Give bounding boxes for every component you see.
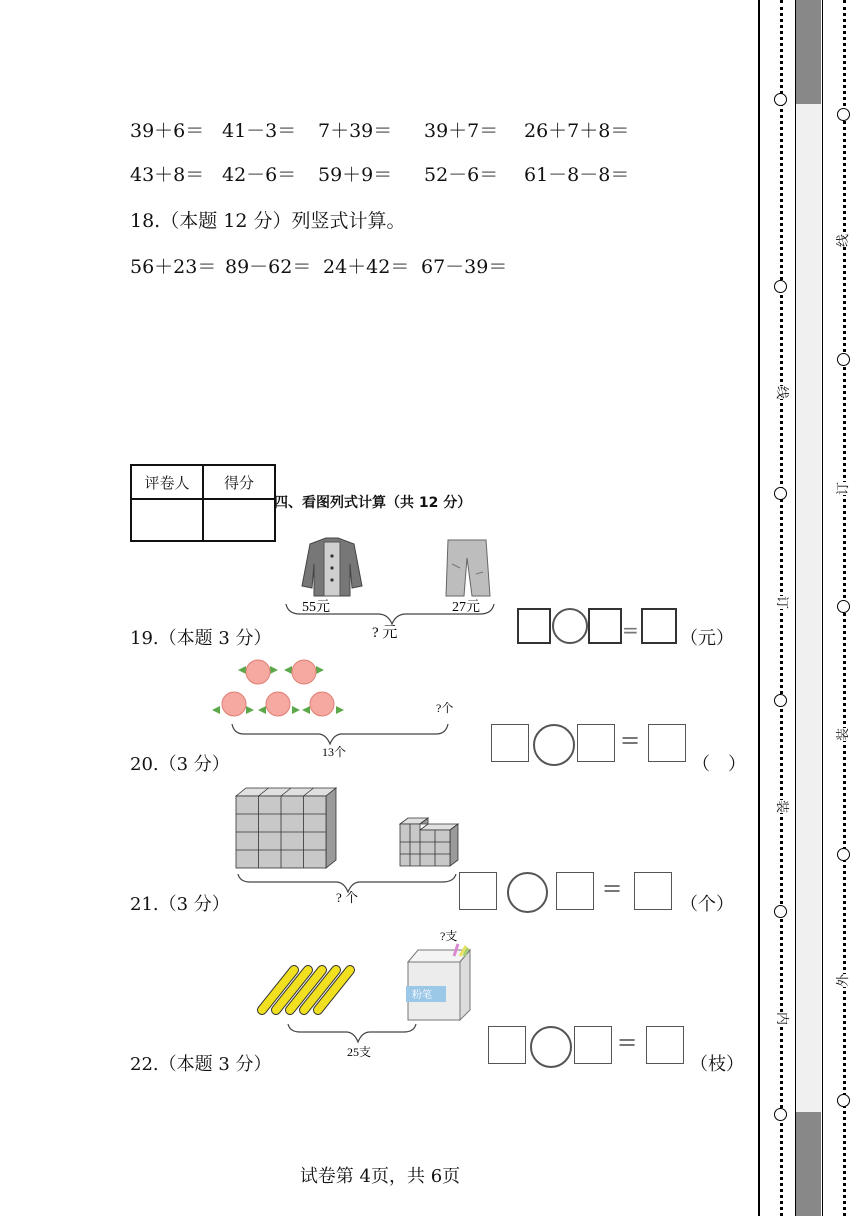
q19-answer-box-3[interactable] <box>641 608 677 644</box>
q22-illustration <box>254 926 484 1062</box>
binding-outer-label: 订 <box>836 481 852 496</box>
chalk-box-label: 粉笔 <box>412 990 432 1001</box>
binding-hole-icon <box>774 905 787 918</box>
oral-item: 42－6＝ <box>222 164 297 186</box>
binding-hole-icon <box>837 353 850 366</box>
chalk-sticks-icon <box>262 970 350 1010</box>
q20-answer-box-1[interactable] <box>491 724 529 762</box>
grader-cell[interactable] <box>131 499 203 541</box>
oral-row-1 <box>130 116 629 143</box>
q18-items <box>130 252 507 279</box>
oral-item: 52－6＝ <box>424 164 499 186</box>
q20-answer-box-2[interactable] <box>577 724 615 762</box>
q19-answer-box-2[interactable] <box>588 608 622 644</box>
cube-stack-icon <box>236 788 336 868</box>
q22-equals-sign: = <box>617 1028 638 1056</box>
score-table <box>130 464 276 542</box>
q21-answer-box-3[interactable] <box>634 872 672 910</box>
q22-answer-box-3[interactable] <box>646 1026 684 1064</box>
q20-question: ?个 <box>436 701 454 715</box>
binding-hole-icon <box>774 487 787 500</box>
binding-inner-label: 装 <box>774 799 790 814</box>
q22-question: ?支 <box>440 929 458 943</box>
q18-item: 67－39＝ <box>421 256 508 278</box>
binding-outer-label: 线 <box>836 233 852 248</box>
binding-hole-icon <box>774 280 787 293</box>
q18-title: 18.（本题 12 分）列竖式计算。 <box>130 210 406 232</box>
q18-item: 89－62＝ <box>225 256 312 278</box>
q20-operator-circle[interactable] <box>533 724 575 766</box>
binding-strip-shade-top <box>796 0 821 104</box>
binding-strip-border <box>758 0 760 1216</box>
q22-label: 22.（本题 3 分） <box>130 1054 272 1075</box>
q21-answer-box-2[interactable] <box>556 872 594 910</box>
score-table-score-header: 得分 <box>203 465 275 499</box>
oral-item: 7＋39＝ <box>318 120 393 142</box>
q19-question: ? 元 <box>372 625 398 641</box>
oral-item: 39＋6＝ <box>130 120 205 142</box>
oral-item: 59＋9＝ <box>318 164 393 186</box>
oral-item: 43＋8＝ <box>130 164 205 186</box>
q20-illustration <box>210 652 470 762</box>
q19-illustration <box>280 534 500 644</box>
binding-inner-label: 订 <box>774 595 790 610</box>
binding-hole-icon <box>837 108 850 121</box>
oral-item: 26＋7＋8＝ <box>524 120 630 142</box>
q19-equals-sign: = <box>622 618 639 642</box>
binding-outer-label: 装 <box>836 727 852 742</box>
q19-label: 19.（本题 3 分） <box>130 628 272 649</box>
binding-inner-label: 线 <box>774 385 790 400</box>
oral-item: 41－3＝ <box>222 120 297 142</box>
q19-unit: （元） <box>680 628 734 649</box>
oral-item: 61－8－8＝ <box>524 164 630 186</box>
page-footer: 试卷第 4页，共 6页 <box>299 1166 461 1187</box>
peach-icon <box>212 660 344 716</box>
binding-hole-icon <box>774 93 787 106</box>
pants-icon <box>446 540 490 596</box>
q20-equals-sign: = <box>620 726 641 754</box>
score-cell[interactable] <box>203 499 275 541</box>
section4-title: 四、看图列式计算（共 12 分） <box>274 495 472 511</box>
q21-label: 21.（3 分） <box>130 894 230 915</box>
binding-inner-label: 内 <box>774 1011 790 1026</box>
binding-hole-icon <box>837 1094 850 1107</box>
binding-hole-icon <box>774 1108 787 1121</box>
q18-item: 56＋23＝ <box>130 256 217 278</box>
q22-operator-circle[interactable] <box>530 1026 572 1068</box>
q20-label: 20.（3 分） <box>130 754 230 775</box>
oral-item: 39＋7＝ <box>424 120 499 142</box>
q22-unit: （枝） <box>690 1054 744 1075</box>
q22-answer-box-1[interactable] <box>488 1026 526 1064</box>
jacket-icon <box>302 538 362 596</box>
binding-hole-icon <box>774 694 787 707</box>
q21-equals-sign: = <box>602 874 623 902</box>
chalk-box-icon <box>406 944 470 1020</box>
q19-price-left: 55元 <box>302 600 330 615</box>
binding-outer-label: 外 <box>836 973 852 988</box>
q21-illustration <box>232 784 472 908</box>
q18-item: 24＋42＝ <box>323 256 410 278</box>
binding-strip-shade-bottom <box>796 1112 821 1216</box>
q21-question: ? 个 <box>336 890 359 905</box>
q20-total: 13个 <box>322 745 347 759</box>
q22-answer-box-2[interactable] <box>574 1026 612 1064</box>
score-table-grader-header: 评卷人 <box>131 465 203 499</box>
q20-unit: （ ） <box>692 754 746 775</box>
q19-price-right: 27元 <box>452 600 480 615</box>
q20-answer-box-3[interactable] <box>648 724 686 762</box>
binding-hole-icon <box>837 600 850 613</box>
small-cubes-icon <box>400 818 458 866</box>
oral-row-2 <box>130 160 629 187</box>
binding-strip-light <box>796 104 821 1112</box>
q21-answer-box-1[interactable] <box>459 872 497 910</box>
q21-operator-circle[interactable] <box>507 872 548 913</box>
q22-count: 25支 <box>347 1045 372 1059</box>
binding-hole-icon <box>837 848 850 861</box>
q21-unit: （个） <box>680 894 734 915</box>
q19-answer-box-1[interactable] <box>517 608 551 644</box>
q19-operator-circle[interactable] <box>552 608 588 644</box>
